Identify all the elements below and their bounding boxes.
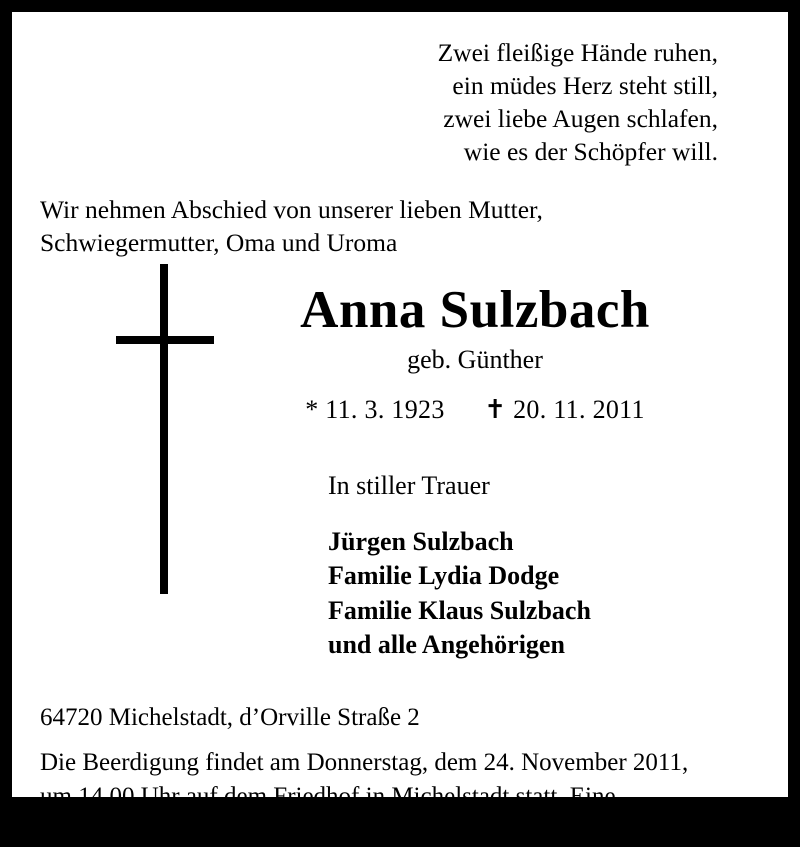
life-dates [190,395,760,425]
verse-line: ein müdes Herz steht still, [452,71,718,101]
intro-line: Wir nehmen Abschied von unserer lieben Mutter, [40,194,543,224]
death-date: ✝ 20. 11. 2011 [484,395,645,425]
birth-date: * 11. 3. 1923 [305,395,445,425]
christian-cross-icon [116,264,214,594]
cross-horizontal-bar [116,336,214,344]
mourning-lead: In stiller Trauer [328,471,490,501]
verse-line: zwei liebe Augen schlafen, [443,104,718,134]
cross-vertical-bar [160,264,168,594]
obituary-notice [12,12,788,844]
intro-line: Schwiegermutter, Oma und Uroma [40,228,398,258]
maiden-name: geb. Günther [407,345,543,375]
memorial-verse [40,28,760,169]
mourner-name: und alle Angehörigen [328,629,565,659]
farewell-intro [40,193,760,260]
mourner-name: Jürgen Sulzbach [328,526,514,556]
funeral-line: Kondolenzliste liegt aus. [40,816,288,844]
address-line: 64720 Michelstadt, d’Orville Straße 2 [40,704,420,732]
mourner-name: Familie Klaus Sulzbach [328,595,591,625]
funeral-details [40,746,760,847]
funeral-line: Die Beerdigung findet am Donnerstag, dem 24. November 2011, [40,749,689,777]
verse-line: Zwei fleißige Hände ruhen, [437,38,718,67]
deceased-name: Anna Sulzbach [300,280,650,339]
funeral-line: um 14.00 Uhr auf dem Friedhof in Michelstadt statt. Eine [40,782,616,810]
verse-line: wie es der Schöpfer will. [463,137,718,167]
mourner-name: Familie Lydia Dodge [328,561,560,591]
